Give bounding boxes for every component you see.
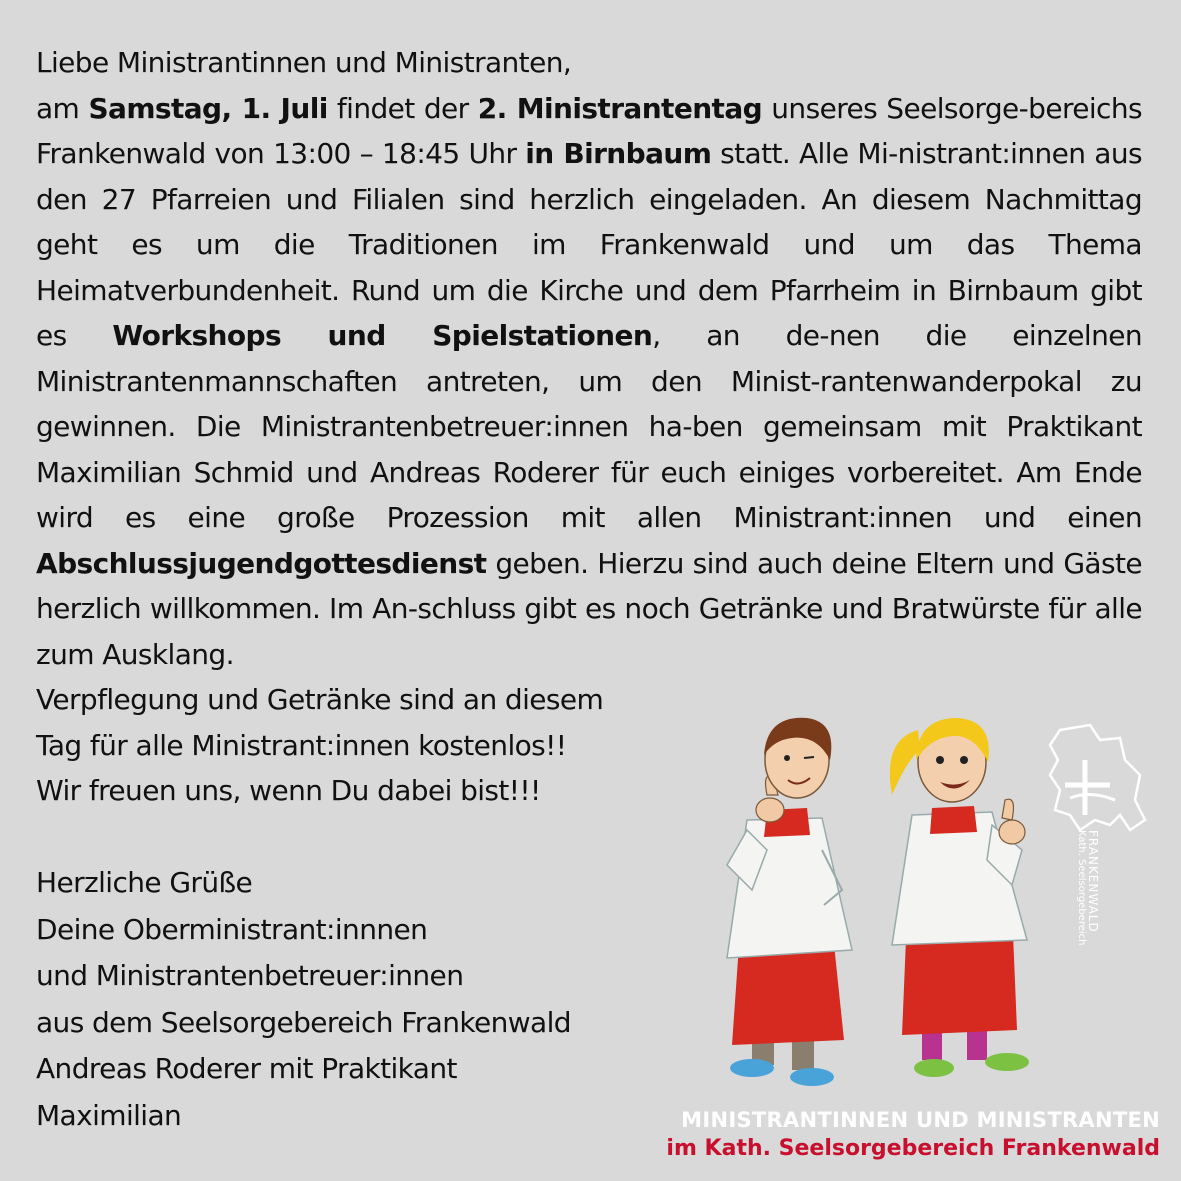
- text-run: am: [36, 91, 89, 125]
- main-paragraph: [36, 86, 1142, 678]
- closing-line: Maximilian: [36, 1098, 182, 1132]
- workshops-highlight: Workshops und Spielstationen: [112, 319, 653, 352]
- logo-subtitle: Kath. Seelsorgebereich: [1076, 830, 1087, 946]
- closing-signature: [36, 860, 571, 1139]
- footer-branding: [630, 1106, 1160, 1164]
- logo-title: FRANKENWALD: [1086, 830, 1100, 933]
- text-run: statt. Alle Mi-nistrant:innen aus den 27 Pfarreien und Filialen sind herzlich eingeladen. An diesem Nachmittag geht es um die Traditionen im Frankenwald und um das Thema Heimatverbundenheit. Rund um die Kirche und dem Pfarrheim in Birnbaum gibt es: [36, 137, 1142, 352]
- girl-figure: [890, 718, 1029, 1077]
- letter-body: [36, 40, 1142, 814]
- text-run: findet der: [327, 91, 478, 125]
- catering-line-2: Tag für alle Ministrant:innen kostenlos!!: [36, 728, 567, 762]
- boy-figure: [727, 718, 852, 1086]
- greeting: Liebe Ministrantinnen und Ministranten,: [36, 46, 572, 79]
- service-highlight: Abschlussjugendgottesdienst: [36, 546, 487, 580]
- footer-title: MINISTRANTINNEN UND MINISTRANTEN: [681, 1108, 1160, 1132]
- closing-line: Deine Oberministrant:innnen: [36, 912, 428, 946]
- closing-line: Herzliche Grüße: [36, 866, 253, 899]
- text-run: geben. Hierzu sind auch deine Eltern und Gäste herzlich willkommen. Im An-schluss gibt es noch Getränke und Bratwürste für alle zum Ausklang.: [36, 546, 1142, 671]
- event-date: Samstag, 1. Juli: [88, 91, 328, 125]
- altar-servers-illustration: [712, 700, 1092, 1100]
- event-name: 2. Ministrantentag: [477, 91, 763, 125]
- welcome-line: Wir freuen uns, wenn Du dabei bist!!!: [36, 774, 541, 807]
- closing-line: aus dem Seelsorgebereich Frankenwald: [36, 1005, 571, 1039]
- text-run: unseres Seelsorge-bereichs Frankenwald von 13:00 – 18:45 Uhr: [36, 91, 1142, 170]
- catering-line-1: Verpflegung und Getränke sind an diesem: [36, 683, 604, 716]
- event-place: in Birnbaum: [525, 137, 712, 170]
- logo-text: [1060, 830, 1100, 970]
- closing-line: Andreas Roderer mit Praktikant: [36, 1052, 457, 1085]
- footer-subtitle: im Kath. Seelsorgebereich Frankenwald: [666, 1136, 1160, 1161]
- closing-line: und Ministrantenbetreuer:innen: [36, 959, 464, 992]
- text-run: , an de-nen die einzelnen Ministrantenmannschaften antreten, um den Minist-rantenwanderpokal zu gewinnen. Die Ministrantenbetreuer:innen ha-ben gemeinsam mit Praktikant Maximilian Schmid und Andreas Roderer für euch einiges vorbereitet. Am Ende wird es eine große Prozession mit allen Ministrant:innen und einen: [36, 319, 1142, 534]
